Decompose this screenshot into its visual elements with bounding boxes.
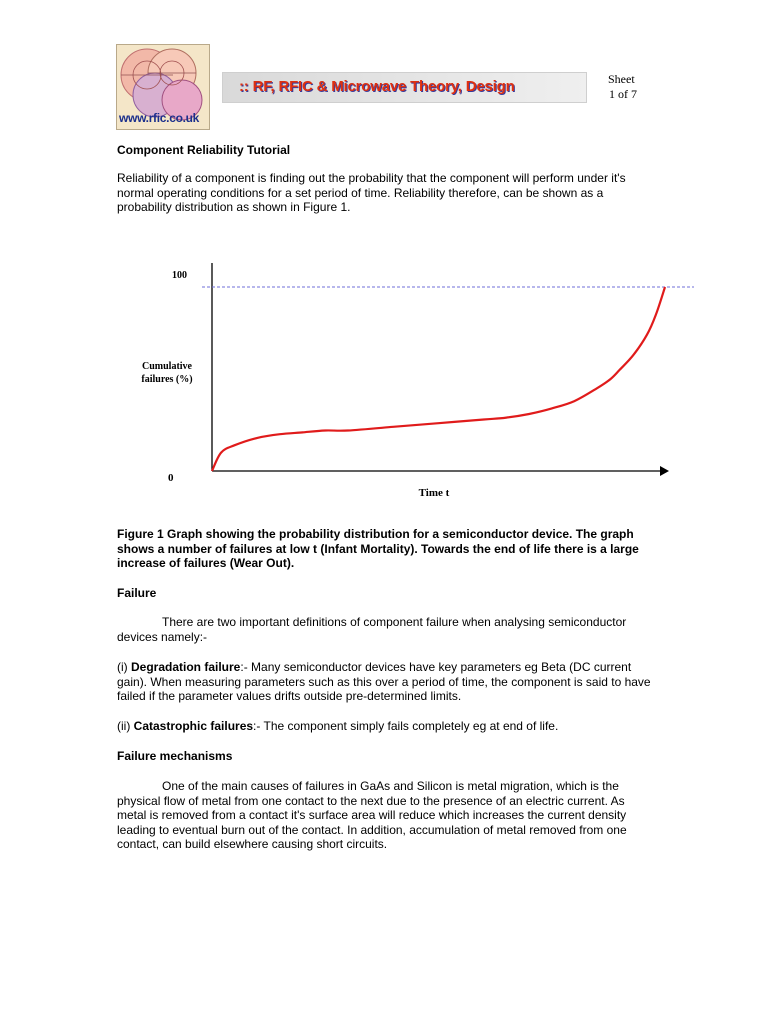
degradation-paragraph	[117, 660, 657, 704]
title-banner	[222, 72, 587, 103]
reliability-chart	[120, 255, 700, 505]
sheet-page-number: 1 of 7	[609, 87, 637, 101]
mechanisms-paragraph	[117, 779, 657, 852]
catastrophic-prefix: (ii)	[117, 719, 134, 733]
site-logo[interactable]	[116, 44, 210, 130]
logo-text: www.rfic.co.uk	[119, 111, 200, 125]
y-axis-label-line1: Cumulative	[142, 361, 192, 372]
failure-heading: Failure	[117, 586, 157, 600]
page-title: Component Reliability Tutorial	[117, 143, 291, 157]
mechanisms-paragraph-text: One of the main causes of failures in GaAs and Silicon is metal migration, which is the physical flow of metal from one contact to the next due to the presence of an electric current. As metal is removed from a contact it's surface area will reduce which increases the current density leading to eventual burn out of the contact. In addition, accumulation of metal removed from one contact, can build elsewhere causing short circuits.	[117, 779, 627, 851]
x-axis-label: Time t	[418, 487, 450, 499]
y-tick-100: 100	[172, 270, 187, 281]
y-axis-label-line2: failures (%)	[141, 374, 193, 385]
degradation-prefix: (i)	[117, 660, 131, 674]
intro-paragraph: Reliability of a component is finding out the probability that the component will perform under it's normal operating conditions for a set period of time. Reliability therefore, can be shown as a probability distribution as shown in Figure 1.	[117, 171, 626, 214]
degradation-term: Degradation failure	[131, 660, 241, 674]
banner-label: RF, RFIC & Microwave Theory, Design	[252, 78, 515, 95]
sheet-label: Sheet	[608, 72, 635, 86]
y-tick-0: 0	[168, 472, 174, 484]
catastrophic-term: Catastrophic failures	[133, 719, 254, 733]
failure-paragraph	[117, 615, 657, 644]
x-axis-arrow	[660, 466, 669, 476]
cumulative-failure-curve	[212, 287, 665, 471]
figure-caption: Figure 1 Graph showing the probability distribution for a semiconductor device. The graph shows a number of failures at low t (Infant Mortality). Towards the end of life there is a large increase of failures (Wear Out).	[117, 527, 639, 570]
mechanisms-heading: Failure mechanisms	[117, 749, 233, 763]
degradation-text: :- Many semiconductor devices have key parameters eg Beta (DC current gain). When measuring parameters such as this over a period of time, the component is said to have failed if the parameter values drifts outside pre-determined limits.	[117, 660, 651, 703]
failure-paragraph-text: There are two important definitions of component failure when analysing semiconductor devices namely:-	[117, 615, 627, 644]
catastrophic-text: :- The component simply fails completely eg at end of life.	[253, 719, 559, 733]
catastrophic-paragraph	[117, 719, 657, 734]
banner-title	[239, 78, 515, 95]
banner-bullet: ::	[239, 78, 249, 95]
sheet-indicator	[608, 72, 637, 102]
